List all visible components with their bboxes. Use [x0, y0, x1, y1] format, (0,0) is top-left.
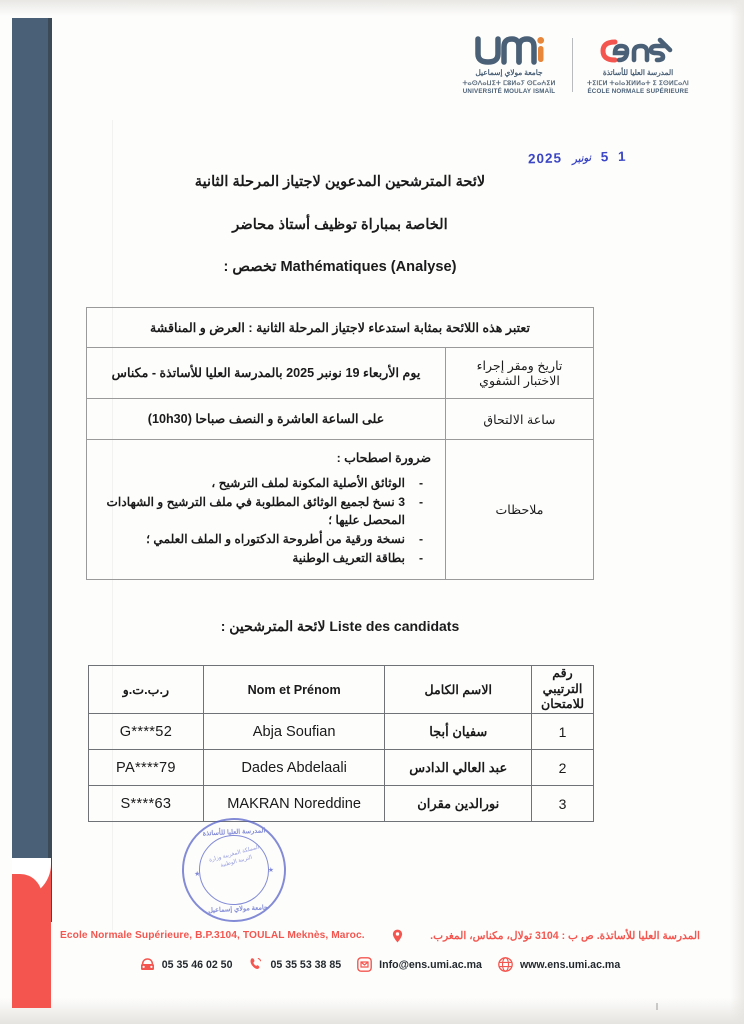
logo-divider	[572, 38, 573, 92]
footer-website-value: www.ens.umi.ac.ma	[519, 958, 621, 971]
official-stamp-core-text: المملكة المغربية وزارة التربية الوطنية	[208, 844, 261, 870]
notes-heading: ضرورة اصطحاب :	[336, 451, 431, 466]
table-row	[89, 786, 594, 822]
date-stamp-year: 2025	[527, 150, 563, 167]
star-icon: ★	[194, 870, 201, 879]
footer-email	[357, 957, 482, 972]
cell-cin: G****52	[89, 714, 204, 750]
umi-logo-arabic: جامعة مولاي إسماعيل	[475, 68, 543, 77]
scan-speck	[656, 1003, 658, 1010]
footer-address-line	[60, 928, 700, 943]
date-stamp-month: نونبر	[571, 152, 592, 166]
notes-list	[101, 474, 431, 567]
cell-french-name: Abja Soufian	[203, 714, 385, 750]
info-value-time: على الساعة العاشرة و النصف صباحا (10h30)	[87, 399, 446, 440]
candidates-heading-ar: لائحة المترشحين :	[220, 618, 326, 634]
cell-cin: S****63	[89, 786, 204, 822]
footer-phone-2	[248, 957, 341, 972]
umi-logo-latin: UNIVERSITÉ MOULAY ISMAÏL	[462, 87, 556, 95]
star-icon: ★	[267, 866, 275, 875]
umi-logo-tifinagh: ⵜⴰⵙⴷⴰⵡⵉⵜ ⵎⵓⵍⴰⵢ ⵙⵎⴰⵄⵉⵍ	[462, 79, 556, 87]
footer-contact-line	[60, 957, 700, 972]
specialty-line	[86, 258, 594, 275]
scan-shading-right	[730, 0, 744, 1024]
telephone-icon	[140, 957, 155, 972]
table-row	[89, 714, 594, 750]
column-header-rank-line1: رقم الترتيبي	[542, 666, 583, 696]
cell-rank: 1	[532, 714, 594, 750]
ens-logo-icon	[598, 34, 678, 68]
scan-shading-bottom	[0, 998, 744, 1024]
footer-address-ar: المدرسة العليا للأساتذة. ص ب : 3104 تولال، مكناس، المغرب.	[430, 929, 700, 942]
left-edge-bar	[12, 18, 51, 918]
cell-cin: PA****79	[89, 750, 204, 786]
official-stamp	[179, 815, 288, 924]
notes-item: - بطاقة التعريف الوطنية	[101, 549, 431, 567]
scan-shading-top	[0, 0, 744, 16]
globe-icon	[498, 957, 513, 972]
notes-item: - نسخة ورقية من أطروحة الدكتوراه و الملف العلمي ؛	[101, 530, 431, 548]
notes-item: - 3 نسخ لجميع الوثائق المطلوبة في ملف الترشيح و الشهادات المحصل عليها ؛	[101, 493, 431, 529]
footer-phone-2-value: 05 35 53 38 85	[270, 958, 342, 971]
column-header-cin: ر.ب.ت.و	[89, 666, 204, 714]
exam-info-table	[86, 307, 594, 580]
mobile-phone-icon	[248, 957, 263, 972]
official-stamp-top-text: المدرسة العليا للأساتذة	[202, 827, 266, 838]
cell-rank: 3	[532, 786, 594, 822]
umi-logo-icon	[472, 34, 546, 68]
ens-logo-latin: ÉCOLE NORMALE SUPÉRIEURE	[587, 87, 689, 95]
info-label-notes: ملاحظات	[446, 440, 594, 580]
footer-phone-1	[140, 957, 233, 972]
footer-phone-1-value: 05 35 46 02 50	[161, 958, 233, 971]
column-header-rank	[532, 666, 594, 714]
cell-rank: 2	[532, 750, 594, 786]
header-logos	[455, 34, 695, 110]
column-header-rank-line2: للامتحان	[540, 697, 585, 712]
page-footer	[60, 928, 700, 972]
candidates-heading-fr: Liste des candidats	[329, 618, 460, 634]
table-row	[89, 750, 594, 786]
candidates-header-row	[89, 666, 594, 714]
specialty-label: تخصص :	[223, 258, 277, 275]
cell-french-name: Dades Abdelaali	[203, 750, 385, 786]
footer-email-value: Info@ens.umi.ac.ma	[379, 958, 482, 971]
official-stamp-bottom-text: جامعة مولاي إسماعيل	[207, 904, 269, 915]
title-line-2: الخاصة بمباراة توظيف أستاذ محاضر	[232, 216, 448, 233]
notes-item: - الوثائق الأصلية المكونة لملف الترشيح ،	[101, 474, 431, 492]
cell-french-name: MAKRAN Noreddine	[203, 786, 385, 822]
left-edge-bar-shadow	[48, 18, 52, 922]
column-header-arabic-name: الاسم الكامل	[385, 666, 532, 714]
footer-website	[498, 957, 620, 972]
location-pin-icon	[390, 928, 405, 943]
info-label-date: تاريخ ومقر إجراء الاختبار الشفوي	[446, 348, 594, 399]
info-row-notes	[87, 440, 594, 580]
info-row-date	[87, 348, 594, 399]
cell-arabic-name: نورالدين مقران	[385, 786, 532, 822]
info-row-time	[87, 399, 594, 440]
footer-address-fr: Ecole Normale Supérieure, B.P.3104, TOULAL Meknès, Maroc.	[60, 930, 365, 941]
info-banner-text: تعتبر هذه اللائحة بمثابة استدعاء لاجتياز المرحلة الثانية : العرض و المناقشة	[87, 308, 594, 348]
cell-arabic-name: سفيان أبجا	[385, 714, 532, 750]
info-label-time: ساعة الالتحاق	[446, 399, 594, 440]
umi-logo	[455, 34, 563, 96]
info-banner-row	[87, 308, 594, 348]
info-value-notes	[87, 440, 446, 580]
info-value-date: يوم الأربعاء 19 نونبر 2025 بالمدرسة العليا للأساتذة - مكناس	[87, 348, 446, 399]
envelope-icon	[357, 957, 372, 972]
specialty-value: Mathématiques (Analyse)	[280, 258, 457, 275]
date-stamp-day: 1 5	[600, 148, 629, 165]
date-stamp	[528, 149, 629, 167]
candidates-table	[88, 665, 594, 822]
title-line-1: لائحة المترشحين المدعوين لاجتياز المرحلة الثانية	[194, 174, 486, 190]
cell-arabic-name: عبد العالي الدادس	[385, 750, 532, 786]
candidates-heading	[86, 618, 594, 635]
ens-logo	[582, 34, 694, 96]
page-title	[86, 172, 594, 275]
ens-logo-arabic: المدرسة العليا للأساتذة	[602, 68, 674, 77]
ens-logo-tifinagh: ⵜⵉⵏⵎⵍ ⵜⴰⵏⴰⴼⵍⵍⴰⵜ ⵉ ⵉⵙⵍⵎⴰⴷⵏ	[586, 79, 690, 87]
column-header-french-name: Nom et Prénom	[203, 666, 385, 714]
